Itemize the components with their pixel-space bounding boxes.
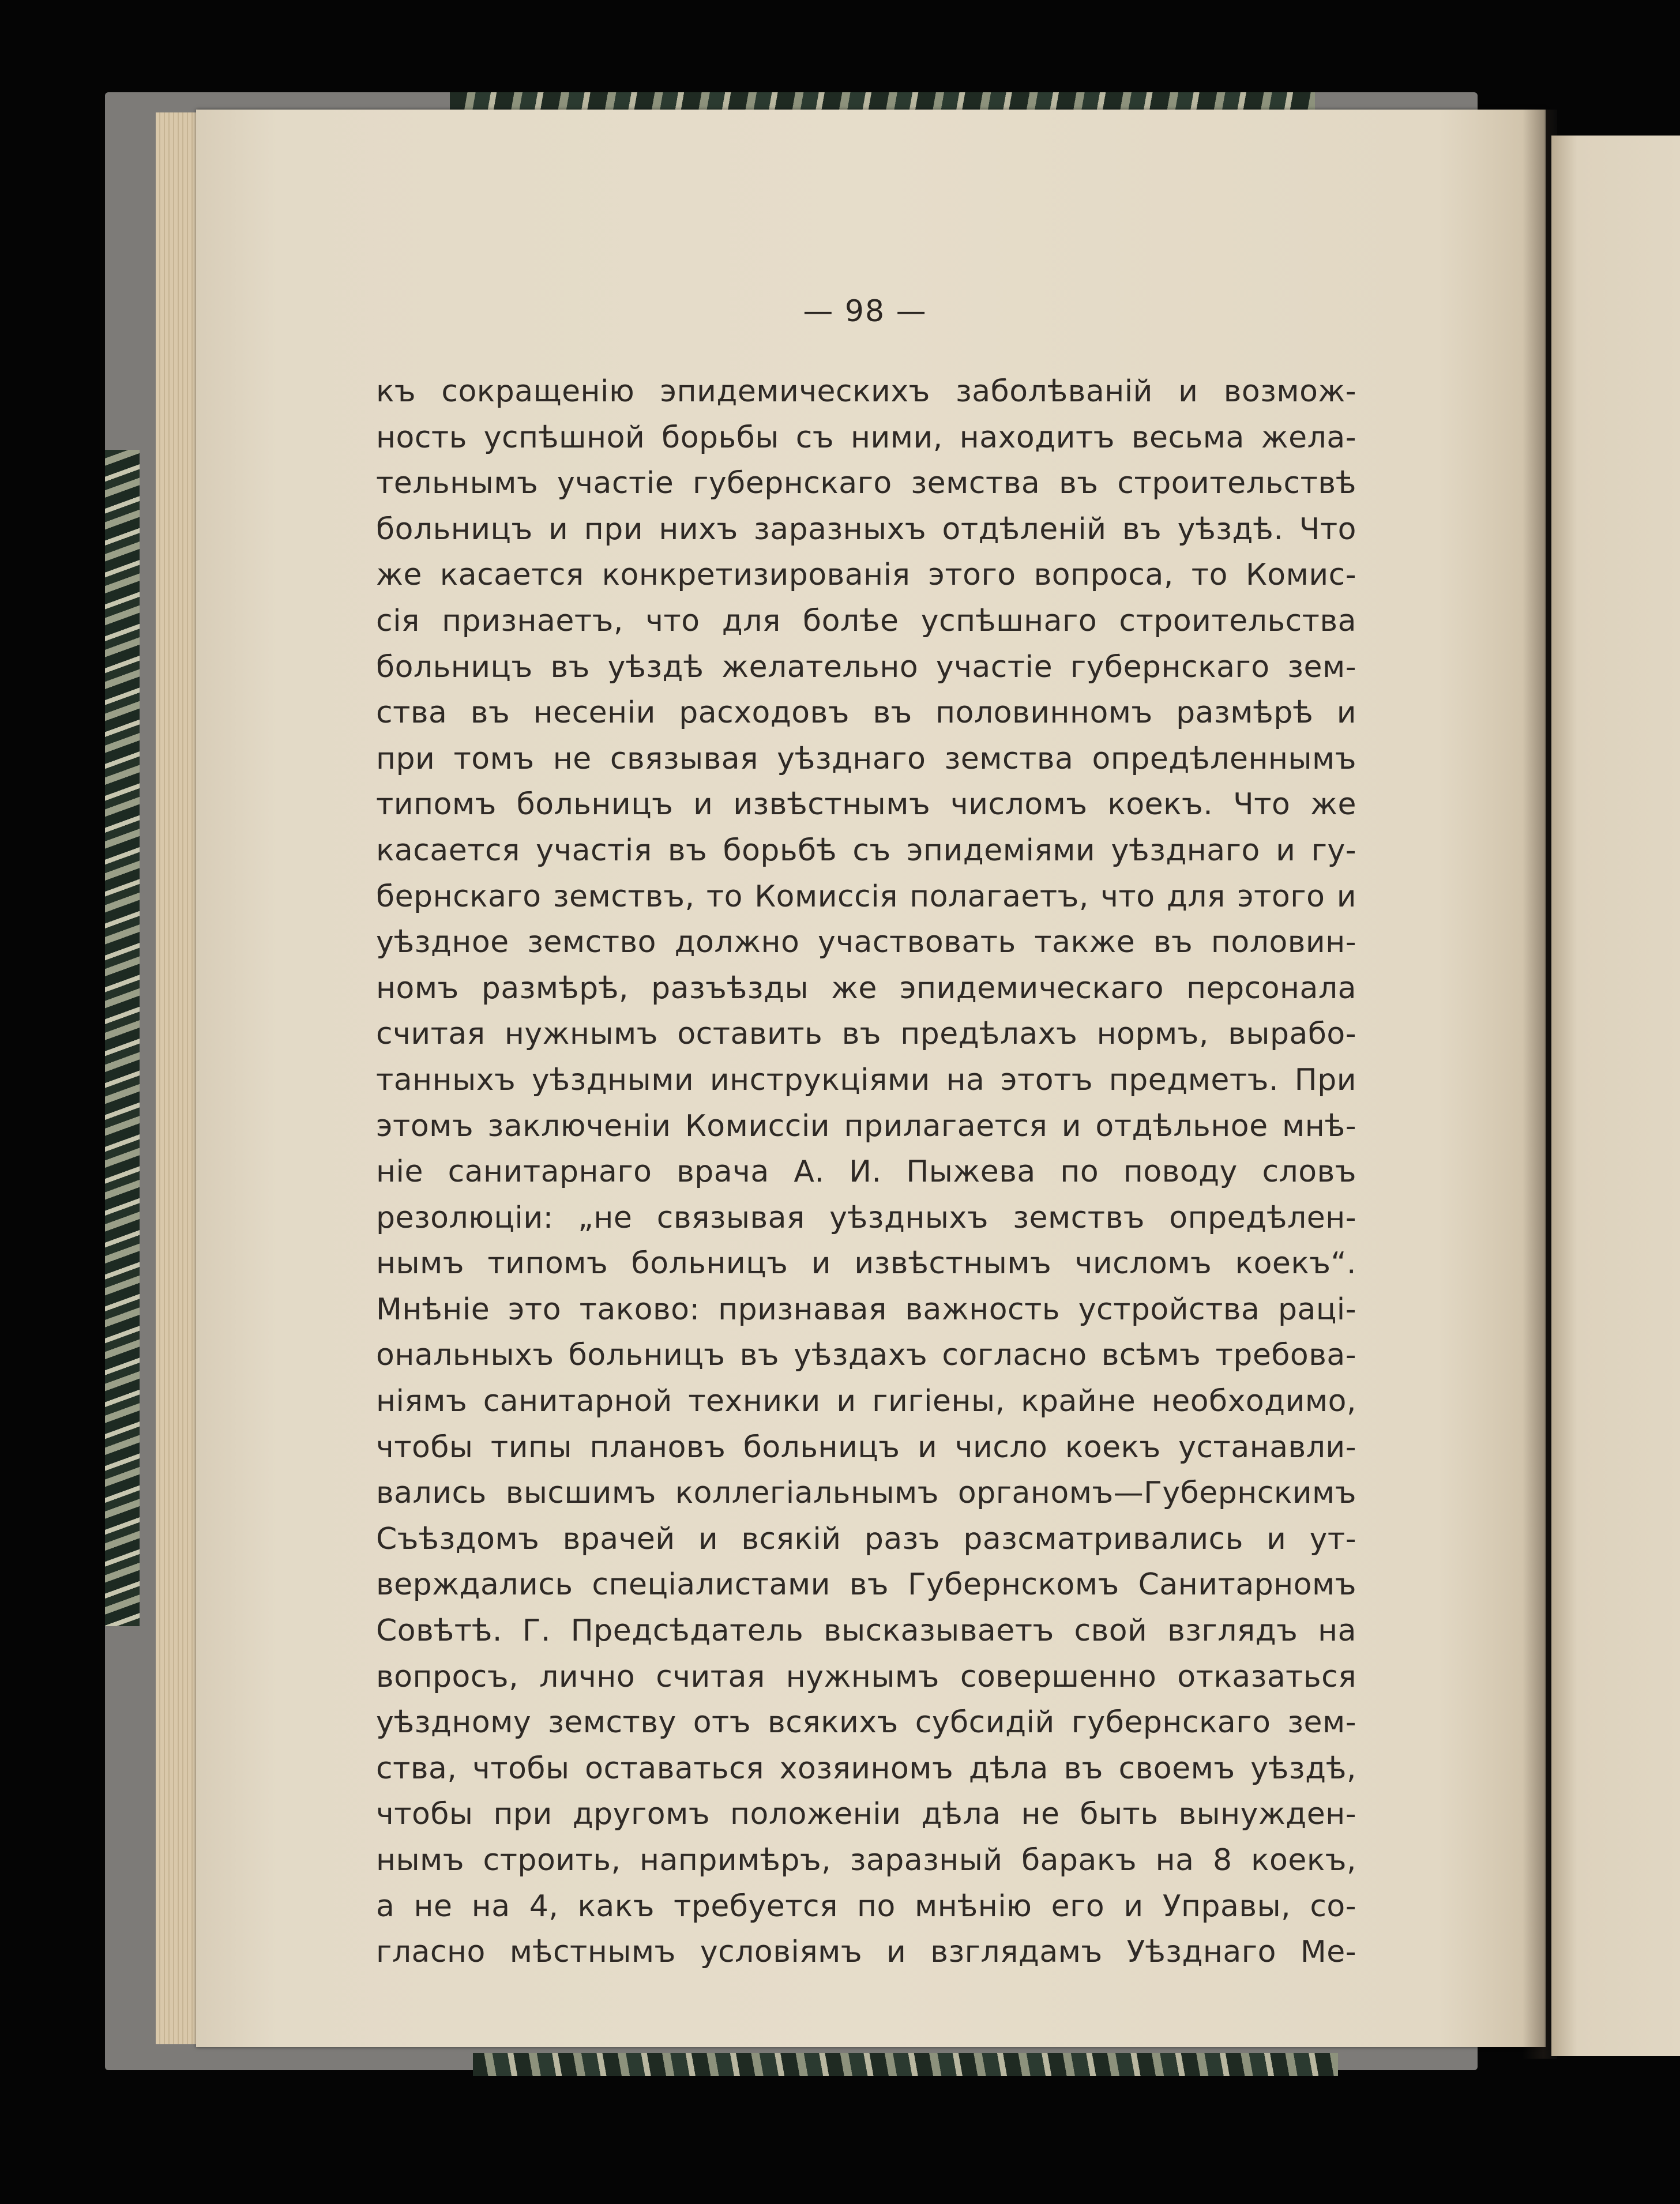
text-line: этомъ заключеніи Комиссіи прилагается и отдѣльное мнѣ- bbox=[376, 1108, 1356, 1144]
text-line: же касается конкретизированія этого вопроса, то Комис- bbox=[376, 558, 1356, 593]
text-line: вались высшимъ коллегіальнымъ органомъ—Губернскимъ bbox=[376, 1476, 1356, 1511]
page-body-text bbox=[376, 369, 1356, 1976]
text-line: чтобы типы плановъ больницъ и число коекъ устанавли- bbox=[376, 1430, 1356, 1465]
text-line: къ сокращенію эпидемическихъ заболѣваній и возмож- bbox=[376, 374, 1356, 409]
marbled-edge-left bbox=[105, 450, 140, 1626]
text-line: чтобы при другомъ положеніи дѣла не быть вынужден- bbox=[376, 1797, 1356, 1832]
text-line: тельнымъ участіе губернскаго земства въ строительствѣ bbox=[376, 466, 1356, 501]
text-line: ства, чтобы оставаться хозяиномъ дѣла въ своемъ уѣздѣ, bbox=[376, 1751, 1356, 1786]
text-line: уѣздному земству отъ всякихъ субсидій губернскаго зем- bbox=[376, 1705, 1356, 1740]
text-line: нымъ типомъ больницъ и извѣстнымъ числомъ коекъ“. bbox=[376, 1246, 1356, 1281]
marbled-edge-bottom bbox=[473, 2053, 1338, 2076]
text-line: бернскаго земствъ, то Комиссія полагаетъ, что для этого и bbox=[376, 879, 1356, 914]
text-line: гласно мѣстнымъ условіямъ и взглядамъ Уѣзднаго Ме- bbox=[376, 1935, 1356, 1970]
text-line: больницъ и при нихъ заразныхъ отдѣленій въ уѣздѣ. Что bbox=[376, 511, 1356, 547]
text-line: ональныхъ больницъ въ уѣздахъ согласно всѣмъ требова- bbox=[376, 1338, 1356, 1373]
text-line: касается участія въ борьбѣ съ эпидеміями уѣзднаго и гу- bbox=[376, 833, 1356, 868]
text-line: вопросъ, лично считая нужнымъ совершенно отказаться bbox=[376, 1659, 1356, 1694]
text-line: Съѣздомъ врачей и всякій разъ разсматривались и ут- bbox=[376, 1521, 1356, 1556]
facing-page bbox=[1551, 136, 1680, 2056]
text-line: уѣздное земство должно участвовать также въ половин- bbox=[376, 925, 1356, 960]
text-line: танныхъ уѣздными инструкціями на этотъ предметъ. При bbox=[376, 1062, 1356, 1097]
text-line: больницъ въ уѣздѣ желательно участіе губернскаго зем- bbox=[376, 649, 1356, 684]
text-line: ніе санитарнаго врача А. И. Пыжева по поводу словъ bbox=[376, 1154, 1356, 1190]
text-line: ность успѣшной борьбы съ ними, находитъ весьма жела- bbox=[376, 420, 1356, 455]
text-line: ніямъ санитарной техники и гигіены, крайне необходимо, bbox=[376, 1384, 1356, 1419]
text-line: номъ размѣрѣ, разъѣзды же эпидемическаго персонала bbox=[376, 971, 1356, 1006]
text-line: а не на 4, какъ требуется по мнѣнію его и Управы, со- bbox=[376, 1889, 1356, 1924]
text-line: Мнѣніе это таково: признавая важность устройства раці- bbox=[376, 1292, 1356, 1327]
text-line: Совѣтѣ. Г. Предсѣдатель высказываетъ свой взглядъ на bbox=[376, 1613, 1356, 1649]
text-line: при томъ не связывая уѣзднаго земства опредѣленнымъ bbox=[376, 741, 1356, 776]
text-line: ства въ несеніи расходовъ въ половинномъ размѣрѣ и bbox=[376, 695, 1356, 731]
page-number: — 98 — bbox=[803, 294, 927, 329]
text-line: считая нужнымъ оставить въ предѣлахъ нормъ, вырабо- bbox=[376, 1017, 1356, 1052]
text-line: резолюціи: „не связывая уѣздныхъ земствъ опредѣлен- bbox=[376, 1200, 1356, 1235]
text-line: нымъ строить, напримѣръ, заразный баракъ на 8 коекъ, bbox=[376, 1843, 1356, 1878]
text-line: верждались спеціалистами въ Губернскомъ Санитарномъ bbox=[376, 1567, 1356, 1603]
text-line: сія признаетъ, что для болѣе успѣшнаго строительства bbox=[376, 603, 1356, 638]
text-line: типомъ больницъ и извѣстнымъ числомъ коекъ. Что же bbox=[376, 787, 1356, 822]
